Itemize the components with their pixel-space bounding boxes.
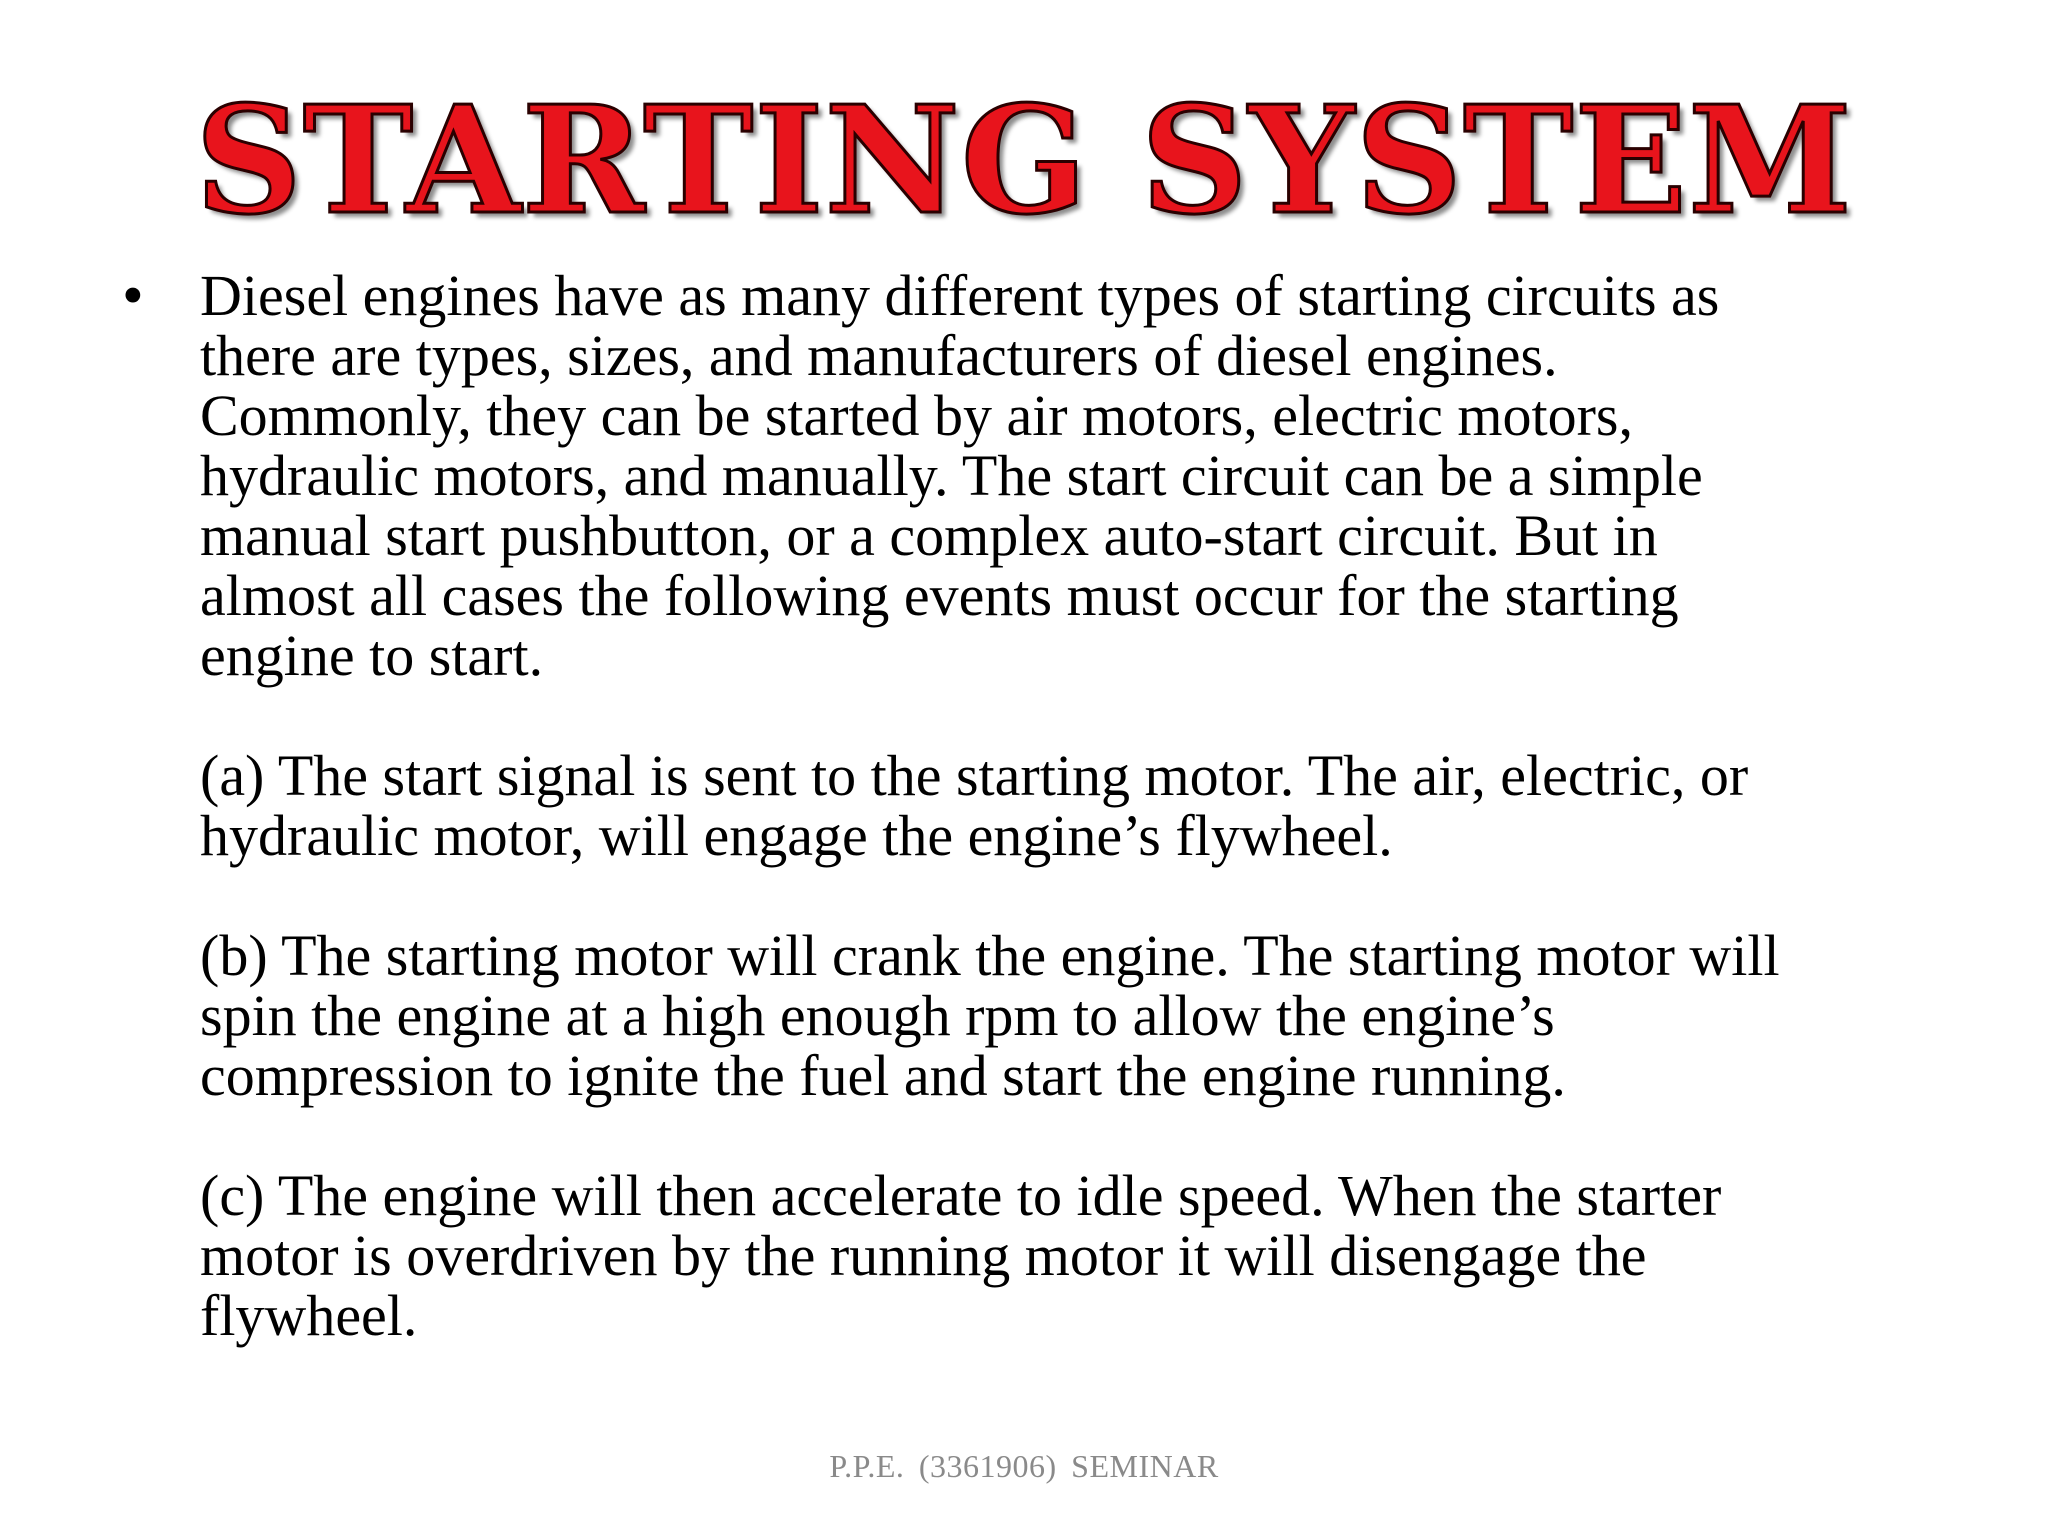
paragraph-spacer: [200, 686, 1940, 746]
event-b-paragraph: (b) The starting motor will crank the engine. The starting motor will spin the engine at a high enough rpm to allow the engine’s compression to ignite the fuel and start the engine running.: [200, 923, 1780, 1108]
paragraph-spacer: [200, 866, 1940, 926]
paragraph-spacer: [200, 1106, 1940, 1166]
event-a-paragraph: (a) The start signal is sent to the starting motor. The air, electric, or hydraulic motor, will engage the engine’s flywheel.: [200, 743, 1749, 868]
slide-footer: P.P.E. (3361906) SEMINAR: [829, 1448, 1219, 1484]
slide-body: [200, 263, 1940, 1348]
slide-title: STARTING SYSTEM: [195, 73, 1853, 247]
bullet-icon: •: [122, 262, 144, 330]
intro-paragraph: Diesel engines have as many different types of starting circuits as there are types, sizes, and manufacturers of diesel engines. Commonly, they can be started by air motors, electric motors, hydraulic motors, and manually. The start circuit can be a simple manual start pushbutton, or a complex auto-start circuit. But in almost all cases the following events must occur for the starting engine to start.: [200, 263, 1720, 688]
event-c-paragraph: (c) The engine will then accelerate to idle speed. When the starter motor is overdriven by the running motor it will disengage the flywheel.: [200, 1163, 1722, 1348]
